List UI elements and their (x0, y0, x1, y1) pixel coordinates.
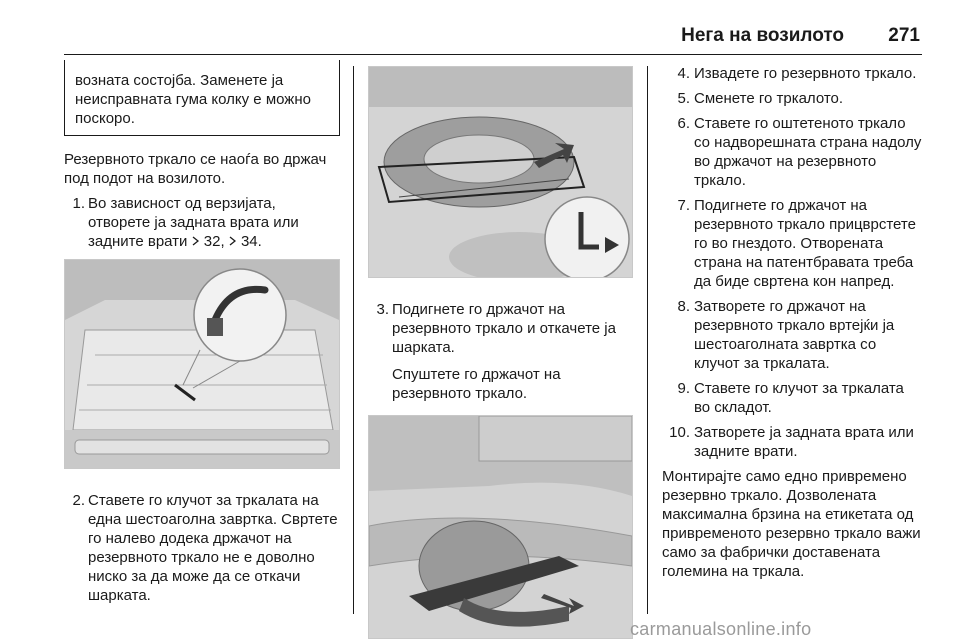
step-text: Извадете го резервното тркало. (694, 65, 917, 82)
step-text: Сменете го тркалото. (694, 90, 844, 107)
step-5 (662, 89, 924, 108)
column-1 (64, 60, 340, 605)
watermark: carmanualsonline.info (630, 619, 812, 639)
step-number: 4. (677, 65, 690, 82)
step-text: Затворете го држачот на резервното тркало вртејќи ја шестоаголната завртка со клучот за тркалата. (694, 298, 895, 372)
step-3 (368, 300, 633, 357)
step-number: 7. (677, 197, 690, 214)
step-number: 5. (677, 90, 690, 107)
step-number: 10. (669, 424, 690, 441)
step-text: Ставете го клучот за тркалата на една шестоаголна завртка. Свртете го налево додека држачот на резервното тркало не е доволно ниско за да може да се откачи шарката. (88, 492, 338, 604)
step-text: Ставете го клучот за тркалата во складот. (694, 380, 904, 416)
step-1 (64, 194, 340, 251)
step-number: 9. (677, 380, 690, 397)
illustration-cargo-floor (64, 259, 340, 469)
page-number: 271 (888, 25, 920, 46)
column-divider-2 (647, 66, 648, 614)
step-number: 2. (72, 492, 85, 509)
note-text: возната состојба. Заменете ја неисправната гума колку е можно поскоро. (75, 72, 311, 127)
step-text: Ставете го оштетеното тркало со надворешната страна надолу во држачот на резервното тркало. (694, 115, 922, 189)
intro-paragraph: Резервното тркало се наоѓа во држач под подот на возилото. (64, 151, 327, 187)
column-divider-1 (353, 66, 354, 614)
page-ref-triangle-icon[interactable] (229, 232, 237, 251)
section-title: Нега на возилото (681, 25, 844, 46)
step-number: 8. (677, 298, 690, 315)
page-header (64, 22, 922, 55)
step-10 (662, 423, 924, 461)
step-2 (64, 491, 340, 605)
step-number: 6. (677, 115, 690, 132)
step-text: Подигнете го држачот на резервното тркало и откачете ја шарката. (392, 301, 616, 356)
step-8 (662, 297, 924, 373)
step-text: Затворете ја задната врата или задните врати. (694, 424, 914, 460)
separator: , (220, 233, 225, 250)
note-box (64, 60, 340, 136)
closing-paragraph: Монтирајте само едно привремено резервно тркало. Дозволената максимална брзина на етикетата од привременото резервно тркало важи само за фабрички доставената големина на тркала. (662, 468, 921, 580)
step-3-subtext: Спуштете го држачот на резервното тркало. (392, 366, 561, 402)
step-text: Подигнете го држачот на резервното тркало прицврстете го во гнездото. Отворената страна на патентбравата треба да биде свртена кон напред. (694, 197, 916, 290)
step-text: Во зависност од верзијата, отворете ја задната врата или задните врати (88, 195, 299, 250)
page-ref-link[interactable]: 32 (203, 233, 221, 250)
step-9 (662, 379, 924, 417)
column-3 (662, 60, 924, 581)
step-number: 3. (376, 301, 389, 318)
end-mark: . (257, 233, 262, 250)
step-4 (662, 64, 924, 83)
page-ref-triangle-icon[interactable] (192, 232, 200, 251)
step-number: 1. (72, 195, 85, 212)
step-7 (662, 196, 924, 291)
illustration-spare-wheel-carrier (368, 66, 633, 278)
page-ref-link[interactable]: 34 (240, 233, 258, 250)
steps-list (662, 64, 924, 461)
illustration-lowered-carrier (368, 415, 633, 639)
column-2 (368, 60, 633, 639)
step-6 (662, 114, 924, 190)
